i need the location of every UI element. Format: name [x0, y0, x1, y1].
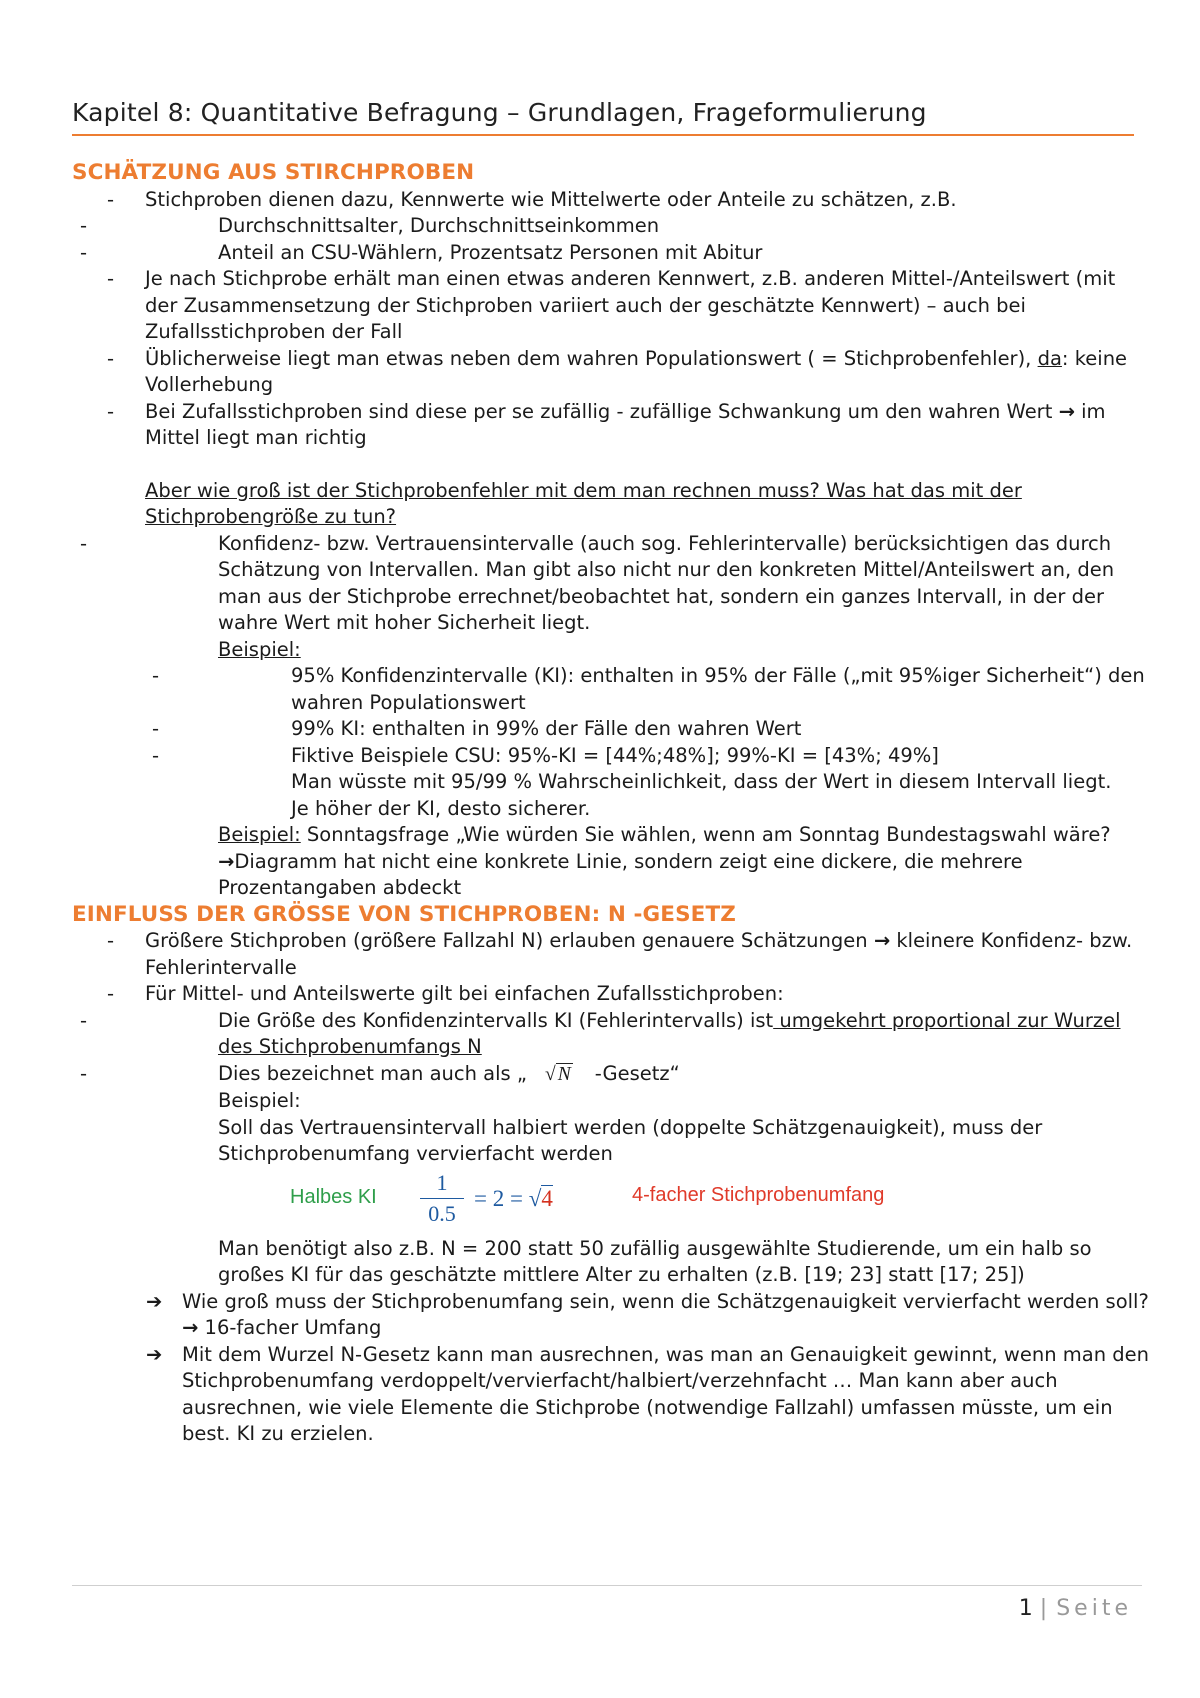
arrow-right-icon: → [182, 1316, 199, 1339]
formula-right-label: 4-facher Stichprobenumfang [632, 1183, 885, 1206]
list-item: - Bei Zufallsstichproben sind diese per se zufällig - zufällige Schwankung um den wahren Wert → im Mittel liegt man richtig [72, 399, 1152, 452]
page-content [72, 160, 1152, 1448]
page-label: Seite [1056, 1596, 1132, 1621]
section-heading-einfluss: EINFLUSS DER GRÖSSE VON STICHPROBEN: N -GESETZ [72, 901, 736, 927]
arrow-list [72, 1289, 1152, 1448]
list-item: - Konfidenz- bzw. Vertrauensintervalle (auch sog. Fehlerintervalle) berücksichtigen das durch Schätzung von Intervallen. Man gibt also nicht nur den konkreten Mittel/Anteilswert an, den man aus der Stichprobe errechnet/beobachtet hat, sondern ein ganzes Intervall, in der der wahre Wert mit hoher Sicherheit liegt. Beispiel: - 95% Konfidenzintervalle (KI): enthalten in 95% der Fälle („mit 95%iger Sicherheit“) den wahren Populationswert - 99% KI: enthalten in 99% der Fälle den wahren Wert - Fiktive Beispiele CSU: 95%-KI = [44%;48%]; 99%-KI = [43%; 49%] Man wüsste mit 95/99 % Wahrscheinlichkeit, dass der Wert in diesem Intervall liegt. Je höher der KI, desto sicherer. Beispiel: Sonntagsfrage „Wie würden Sie wählen, wenn am Sonntag Bundestagswahl wäre? →Diagramm hat nicht eine konkrete Linie, sondern zeigt eine dickere, die mehrere Prozentangaben abdeckt [145, 531, 1152, 902]
list-item: - Für Mittel- und Anteilswerte gilt bei einfachen Zufallsstichproben: - Die Größe des Konfidenzintervalls KI (Fehlerintervalls) ist umgekehrt proportional zur Wurzel des Stichprobenumfangs N - Dies bezeichnet man auch als „ √ N -Gesetz“ Beispiel: Soll das Vertrauensintervall halbiert werden (doppelte Schätzgenauigkeit), muss der Stichprobenumfang vervierfacht werden [72, 981, 1152, 1168]
sqrt-n-symbol: √ N [545, 1063, 571, 1085]
formula-equation: = 2 = √4 [474, 1185, 553, 1211]
page-footer: 1 | Seite [1018, 1596, 1132, 1621]
list-item: - Dies bezeichnet man auch als „ √ N -Gesetz“ Beispiel: Soll das Vertrauensintervall halbiert werden (doppelte Schätzgenauigkeit), muss der Stichprobenumfang vervierfacht werden [145, 1061, 1152, 1168]
guiding-question: Aber wie groß ist der Stichprobenfehler mit dem man rechnen muss? Was hat das mit der Stichprobengröße zu tun? [145, 478, 1022, 528]
example-label: Beispiel: [218, 823, 301, 846]
list-item: - Stichproben dienen dazu, Kennwerte wie Mittelwerte oder Anteile zu schätzen, z.B. - Durchschnittsalter, Durchschnittseinkommen - Anteil an CSU-Wählern, Prozentsatz Personen mit Abitur [72, 187, 1152, 267]
section-heading-schaetzung: SCHÄTZUNG AUS STIRCHPROBEN [72, 160, 475, 185]
formula-image [72, 1170, 1152, 1232]
list-item: ➔ Mit dem Wurzel N-Gesetz kann man ausrechnen, was man an Genauigkeit gewinnt, wenn man den Stichprobenumfang verdoppelt/vervierfacht/halbiert/verzehnfacht … Man kann aber auch ausrechnen, wie viele Elemente die Stichprobe (notwendige Fallzahl) umfassen müsste, um ein best. KI zu erzielen. [146, 1342, 1150, 1445]
sublist [72, 1008, 1152, 1168]
example-label: Beispiel: [218, 637, 301, 661]
arrow-right-icon: → [873, 929, 891, 952]
arrow-right-icon: ➔ [146, 1289, 163, 1313]
list-item: - Größere Stichproben (größere Fallzahl N) erlauben genauere Schätzungen → kleinere Konfidenz- bzw. Fehlerintervalle [72, 928, 1152, 981]
list-item: - 99% KI: enthalten in 99% der Fälle den wahren Wert [218, 716, 1152, 743]
sublist [72, 531, 1152, 902]
list-item: - 95% Konfidenzintervalle (KI): enthalten in 95% der Fälle („mit 95%iger Sicherheit“) den wahren Populationswert [218, 663, 1152, 716]
formula-fraction: 1 0.5 [420, 1170, 464, 1227]
section2-list [72, 928, 1152, 1168]
example-label: Beispiel: [218, 1089, 301, 1112]
after-formula-text: Man benötigt also z.B. N = 200 statt 50 zufällig ausgewählte Studierende, um ein halb so großes KI für das geschätzte mittlere Alter zu erhalten (z.B. [19; 23] statt [17; 25]) [218, 1236, 1092, 1286]
list-item: - Üblicherweise liegt man etwas neben dem wahren Populationswert ( = Stichprobenfehler), da: keine Vollerhebung [72, 346, 1152, 399]
list-item: - Fiktive Beispiele CSU: 95%-KI = [44%;48%]; 99%-KI = [43%; 49%] Man wüsste mit 95/99 % Wahrscheinlichkeit, dass der Wert in diesem Intervall liegt. Je höher der KI, desto sicherer. [218, 743, 1152, 823]
list-item: ➔ Wie groß muss der Stichprobenumfang sein, wenn die Schätzgenauigkeit vervierfacht werden soll? → 16-facher Umfang [146, 1289, 1149, 1339]
second-example: Beispiel: Sonntagsfrage „Wie würden Sie wählen, wenn am Sonntag Bundestagswahl wäre? →Diagramm hat nicht eine konkrete Linie, sondern zeigt eine dickere, die mehrere Prozentangaben abdeckt [218, 823, 1111, 899]
example-list [145, 663, 1152, 822]
list-item: - Die Größe des Konfidenzintervalls KI (Fehlerintervalls) ist umgekehrt proportional zur Wurzel des Stichprobenumfangs N [145, 1008, 1152, 1061]
arrow-right-icon: → [1058, 399, 1075, 423]
underlined-word: da [1037, 346, 1062, 370]
sublist [72, 213, 1152, 266]
list-item: - Durchschnittsalter, Durchschnittseinkommen [145, 213, 1152, 240]
list-item: - Je nach Stichprobe erhält man einen etwas anderen Kennwert, z.B. anderen Mittel-/Anteilswert (mit der Zusammensetzung der Stichproben variiert auch der geschätzte Kennwert) – auch bei Zufallsstichproben der Fall [72, 266, 1152, 346]
arrow-right-icon: → [218, 849, 235, 873]
section1-list [72, 187, 1152, 452]
page-header-title: Kapitel 8: Quantitative Befragung – Grundlagen, Frageformulierung [72, 96, 1134, 136]
arrow-right-icon: ➔ [146, 1342, 163, 1366]
footer-divider [72, 1585, 1142, 1586]
question-block [72, 478, 1152, 902]
page-number: 1 [1018, 1596, 1036, 1621]
formula-left-label: Halbes KI [290, 1185, 377, 1208]
underlined-phrase: umgekehrt proportional zur Wurzel des Stichprobenumfangs N [218, 1008, 1121, 1058]
list-item: - Anteil an CSU-Wählern, Prozentsatz Personen mit Abitur [145, 240, 1152, 267]
